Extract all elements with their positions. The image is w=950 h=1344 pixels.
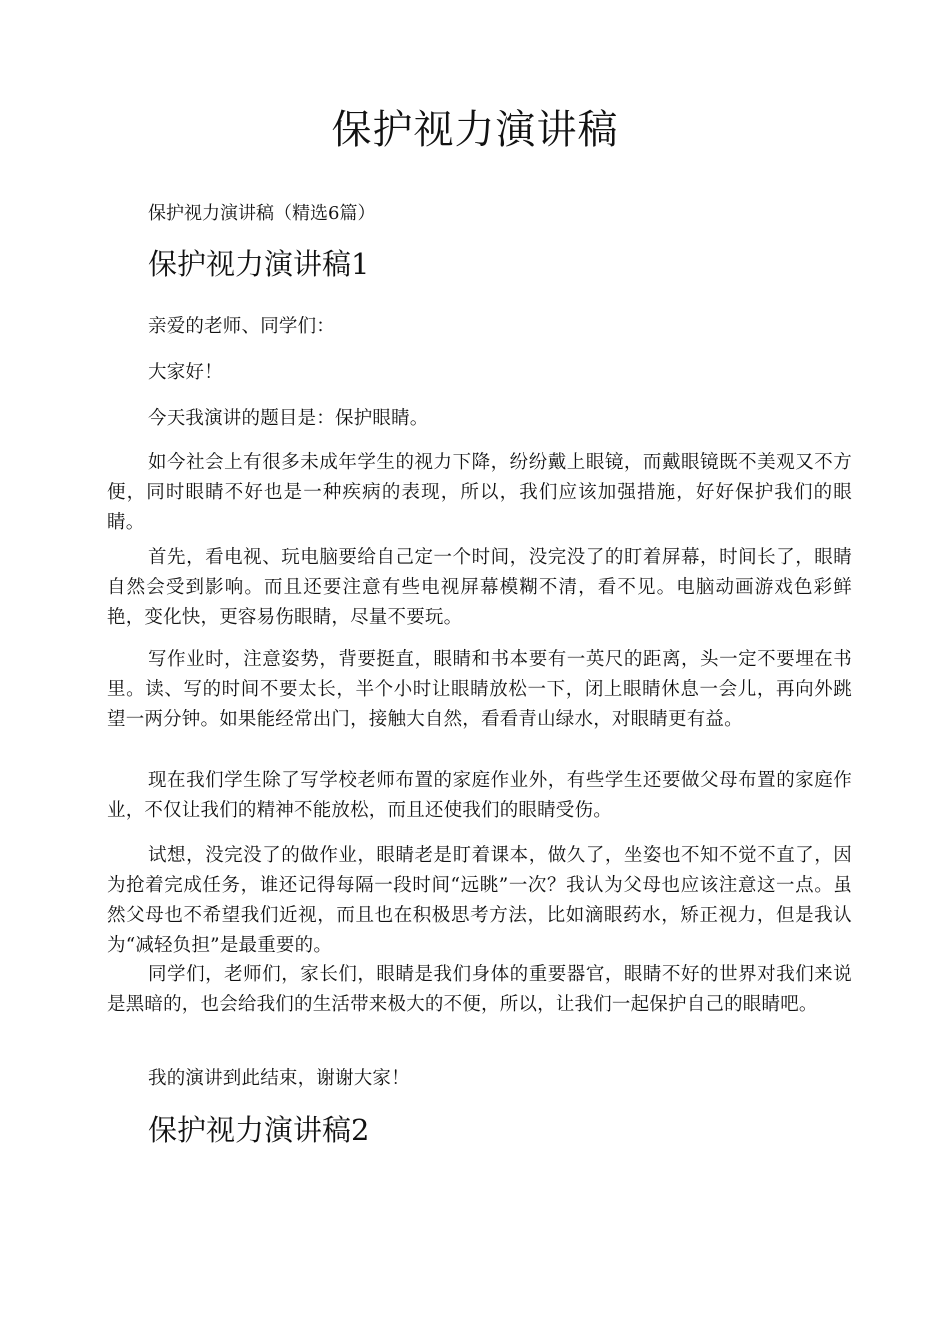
- paragraph-2: 大家好！: [148, 362, 223, 383]
- document-title: 保护视力演讲稿: [331, 107, 619, 153]
- section-heading-2: 保护视力演讲稿2: [148, 1113, 370, 1147]
- paragraph-7: 现在我们学生除了写学校老师布置的家庭作业外，有些学生还要做父母布置的家庭作业，不仅让我们的精神不能放松，而且还使我们的眼睛受伤。: [107, 770, 852, 821]
- paragraph-10: 我的演讲到此结束，谢谢大家！: [148, 1068, 410, 1089]
- paragraph-1: 亲爱的老师、同学们：: [148, 316, 336, 337]
- section-heading-1: 保护视力演讲稿1: [148, 247, 370, 281]
- paragraph-9: 同学们，老师们，家长们，眼睛是我们身体的重要器官，眼睛不好的世界对我们来说是黑暗的，也会给我们的生活带来极大的不便，所以，让我们一起保护自己的眼睛吧。: [107, 964, 852, 1015]
- paragraph-3: 今天我演讲的题目是：保护眼睛。: [148, 408, 429, 429]
- paragraph-8: 试想，没完没了的做作业，眼睛老是盯着课本，做久了，坐姿也不知不觉不直了，因为抢着完成任务，谁还记得每隔一段时间“远眺”一次？我认为父母也应该注意这一点。虽然父母也不希望我们近视，而且也在积极思考方法，比如滴眼药水，矫正视力，但是我认为“减轻负担”是最重要的。: [107, 845, 852, 956]
- paragraph-6: 写作业时，注意姿势，背要挺直，眼睛和书本要有一英尺的距离，头一定不要埋在书里。读、写的时间不要太长，半个小时让眼睛放松一下，闭上眼睛休息一会儿，再向外跳望一两分钟。如果能经常出门，接触大自然，看看青山绿水，对眼睛更有益。: [107, 649, 852, 730]
- document-subtitle: 保护视力演讲稿（精选6篇）: [148, 203, 376, 224]
- paragraph-5: 首先，看电视、玩电脑要给自己定一个时间，没完没了的盯着屏幕，时间长了，眼睛自然会受到影响。而且还要注意有些电视屏幕模糊不清，看不见。电脑动画游戏色彩鲜艳，变化快，更容易伤眼睛，尽量不要玩。: [107, 547, 852, 628]
- paragraph-4: 如今社会上有很多未成年学生的视力下降，纷纷戴上眼镜，而戴眼镜既不美观又不方便，同时眼睛不好也是一种疾病的表现，所以，我们应该加强措施，好好保护我们的眼睛。: [107, 452, 852, 533]
